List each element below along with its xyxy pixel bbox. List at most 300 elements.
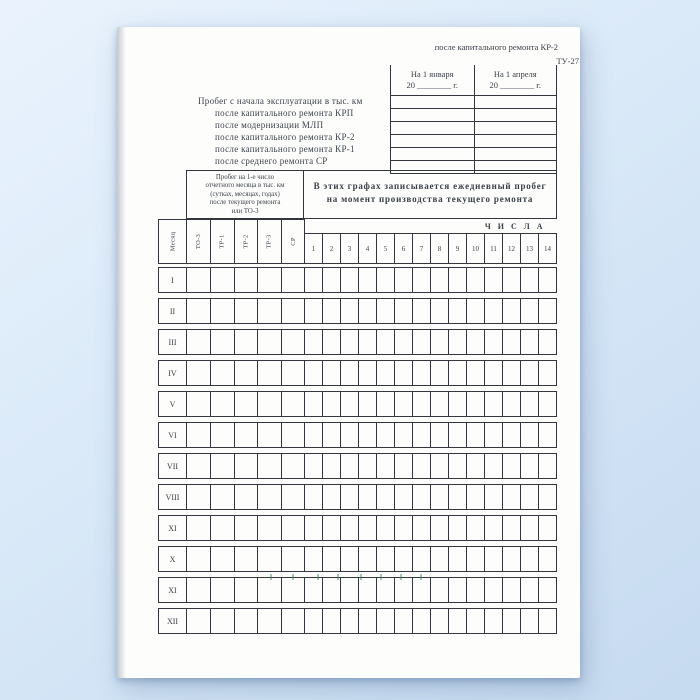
day-cell: [539, 268, 557, 292]
day-cell: [431, 547, 449, 571]
day-cell: [413, 392, 431, 416]
day-cell: [521, 299, 539, 323]
day-cell: [503, 609, 521, 633]
day-cell: [341, 423, 359, 447]
day-cell: [467, 423, 485, 447]
day-cell: [431, 392, 449, 416]
day-cell: [449, 516, 467, 540]
rotated-label: ТР-3: [265, 234, 273, 249]
day-cell: [323, 299, 341, 323]
day-cell: [323, 454, 341, 478]
repair-type-cell: [235, 454, 258, 478]
day-cell: [467, 516, 485, 540]
day-number-headers: [305, 233, 557, 264]
repair-type-cell: [187, 454, 211, 478]
daily-mileage-table: [158, 170, 557, 636]
day-cell: [305, 423, 323, 447]
day-cell: [305, 516, 323, 540]
repair-type-cell: [282, 330, 305, 354]
column-header-tr2: [235, 220, 258, 263]
day-cell: [449, 268, 467, 292]
day-cell: [341, 454, 359, 478]
day-cell: [467, 361, 485, 385]
rotated-label: ТО-3: [194, 233, 202, 250]
mileage-label: после капитального ремонта КРП: [215, 108, 354, 118]
repair-type-cell: [235, 330, 258, 354]
scan-artifact: [360, 574, 362, 580]
day-cell: [431, 330, 449, 354]
day-cell: [359, 299, 377, 323]
day-cell: [449, 485, 467, 509]
day-cell: [305, 361, 323, 385]
repair-type-cell: [187, 516, 211, 540]
rotated-label: ТР-2: [242, 234, 250, 249]
rotated-label: СР: [289, 237, 297, 246]
day-cell: [341, 299, 359, 323]
day-cell: [467, 578, 485, 602]
repair-type-cell: [211, 423, 235, 447]
mileage-labels: [198, 95, 363, 167]
day-cell: [503, 330, 521, 354]
day-cell: [377, 485, 395, 509]
repair-type-cell: [187, 392, 211, 416]
day-cell: [539, 485, 557, 509]
left-header-line: (сутках, месяцах, годах): [210, 190, 280, 198]
day-cell: [323, 361, 341, 385]
repair-type-cell: [235, 578, 258, 602]
day-number-cell: 11: [485, 234, 503, 263]
scan-artifact: [380, 574, 382, 580]
day-number-cell: 6: [395, 234, 413, 263]
repair-type-cell: [211, 268, 235, 292]
mileage-value-cell: [474, 135, 558, 147]
repair-type-cell: [211, 299, 235, 323]
table-row: [158, 546, 557, 572]
day-cell: [485, 299, 503, 323]
scan-artifact: [317, 574, 319, 580]
repair-type-cell: [258, 268, 282, 292]
mileage-value-cell: [390, 109, 474, 121]
day-cell: [467, 330, 485, 354]
day-cell: [305, 454, 323, 478]
mileage-value-row: [390, 95, 557, 108]
repair-type-cell: [235, 516, 258, 540]
day-cell: [395, 516, 413, 540]
repair-type-cell: [235, 299, 258, 323]
month-label-cell: V: [159, 392, 187, 416]
day-cell: [377, 547, 395, 571]
day-cell: [467, 609, 485, 633]
repair-type-cell: [211, 454, 235, 478]
day-cell: [431, 299, 449, 323]
day-cell: [521, 361, 539, 385]
scan-artifact: [400, 574, 402, 580]
day-cell: [413, 423, 431, 447]
day-cell: [449, 578, 467, 602]
month-label-cell: IV: [159, 361, 187, 385]
repair-type-cell: [282, 423, 305, 447]
day-cell: [323, 330, 341, 354]
day-cell: [521, 392, 539, 416]
day-cell: [377, 299, 395, 323]
repair-type-cell: [211, 485, 235, 509]
day-cell: [521, 454, 539, 478]
table-row: [158, 608, 557, 634]
mileage-value-rows: [390, 95, 557, 173]
day-number-cell: 12: [503, 234, 521, 263]
left-header-line: Пробег на 1-е число: [215, 174, 275, 181]
day-cell: [503, 485, 521, 509]
note-line: В этих графах записывается ежедневный пробег: [313, 181, 547, 191]
daily-mileage-note-cell: [304, 170, 557, 219]
column-header-tr1: [211, 220, 235, 263]
column-header-sr: [282, 220, 305, 263]
day-number-cell: 14: [539, 234, 557, 263]
day-cell: [305, 268, 323, 292]
repair-type-cell: [282, 547, 305, 571]
mileage-label: Пробег с начала эксплуатации в тыс. км: [198, 96, 363, 106]
day-cell: [359, 361, 377, 385]
day-cell: [377, 268, 395, 292]
day-cell: [485, 268, 503, 292]
day-cell: [485, 361, 503, 385]
day-cell: [485, 330, 503, 354]
repair-type-cell: [282, 361, 305, 385]
day-cell: [431, 485, 449, 509]
column-title: На 1 января: [410, 69, 454, 79]
day-cell: [431, 454, 449, 478]
day-cell: [341, 609, 359, 633]
repair-type-cell: [258, 299, 282, 323]
day-cell: [395, 609, 413, 633]
column-year-line: 20 ________ г.: [406, 80, 458, 90]
day-cell: [503, 423, 521, 447]
repair-type-cell: [187, 578, 211, 602]
left-header-line: после текущего ремонта: [209, 199, 281, 207]
repair-type-cell: [211, 609, 235, 633]
day-cell: [521, 330, 539, 354]
repair-type-cell: [187, 268, 211, 292]
day-cell: [413, 299, 431, 323]
day-cell: [305, 578, 323, 602]
day-cell: [467, 454, 485, 478]
mileage-value-row: [390, 108, 557, 121]
repair-type-cell: [235, 547, 258, 571]
day-cell: [449, 609, 467, 633]
day-number-cell: 13: [521, 234, 539, 263]
repair-type-cell: [258, 330, 282, 354]
day-cell: [539, 516, 557, 540]
rotated-label: ТР-1: [218, 234, 226, 249]
mileage-value-cell: [474, 96, 558, 108]
day-number-cell: 4: [359, 234, 377, 263]
day-cell: [377, 516, 395, 540]
day-cell: [539, 454, 557, 478]
repair-type-cell: [258, 361, 282, 385]
day-cell: [467, 485, 485, 509]
repair-type-cell: [235, 361, 258, 385]
table-row: [158, 484, 557, 510]
repair-type-cell: [282, 485, 305, 509]
repair-type-cell: [258, 609, 282, 633]
day-number-cell: 3: [341, 234, 359, 263]
day-cell: [503, 578, 521, 602]
day-cell: [377, 578, 395, 602]
day-cell: [449, 423, 467, 447]
repair-type-cell: [258, 578, 282, 602]
mileage-value-row: [390, 147, 557, 160]
table-row: [158, 577, 557, 603]
day-cell: [377, 609, 395, 633]
day-cell: [521, 268, 539, 292]
day-cell: [341, 516, 359, 540]
page-caption-repair-type: после капитального ремонта КР-2: [434, 42, 558, 52]
repair-type-cell: [235, 268, 258, 292]
day-cell: [359, 547, 377, 571]
day-cell: [449, 392, 467, 416]
day-cell: [359, 578, 377, 602]
repair-type-cell: [187, 485, 211, 509]
day-cell: [395, 547, 413, 571]
day-cell: [341, 330, 359, 354]
day-cell: [521, 547, 539, 571]
day-cell: [395, 268, 413, 292]
day-cell: [449, 547, 467, 571]
day-cell: [395, 485, 413, 509]
day-cell: [413, 485, 431, 509]
month-label-cell: XI: [159, 516, 187, 540]
day-cell: [503, 454, 521, 478]
month-rows: [158, 267, 557, 639]
month-label-cell: VI: [159, 423, 187, 447]
day-cell: [413, 330, 431, 354]
mileage-value-cell: [390, 96, 474, 108]
mileage-value-cell: [390, 135, 474, 147]
day-cell: [359, 485, 377, 509]
column-header-month: [159, 220, 187, 263]
mileage-label: после модернизации МЛП: [215, 120, 324, 130]
repair-type-cell: [235, 609, 258, 633]
day-cell: [341, 547, 359, 571]
day-cell: [359, 268, 377, 292]
day-cell: [359, 330, 377, 354]
table-row: [158, 515, 557, 541]
left-header-cell: [186, 170, 304, 219]
day-cell: [503, 299, 521, 323]
day-cell: [539, 299, 557, 323]
repair-type-cell: [235, 392, 258, 416]
scanned-form-page: [117, 27, 580, 678]
scan-artifact: [270, 574, 272, 580]
repair-type-cell: [258, 423, 282, 447]
form-code: ТУ-27: [556, 56, 579, 66]
day-cell: [449, 330, 467, 354]
day-cell: [467, 392, 485, 416]
day-cell: [359, 609, 377, 633]
day-number-cell: 10: [467, 234, 485, 263]
day-cell: [467, 547, 485, 571]
day-cell: [485, 392, 503, 416]
mileage-value-cell: [390, 148, 474, 160]
left-header-line: отчетного месяца в тыс. км: [205, 182, 285, 190]
day-cell: [395, 423, 413, 447]
repair-type-cell: [282, 578, 305, 602]
day-cell: [341, 268, 359, 292]
column-year-line: 20 ________ г.: [489, 80, 541, 90]
day-cell: [485, 485, 503, 509]
day-cell: [503, 547, 521, 571]
day-cell: [467, 299, 485, 323]
day-cell: [413, 361, 431, 385]
mileage-label: после капитального ремонта КР-1: [215, 144, 355, 154]
day-cell: [341, 578, 359, 602]
day-cell: [305, 547, 323, 571]
day-cell: [431, 361, 449, 385]
day-cell: [305, 330, 323, 354]
day-cell: [539, 330, 557, 354]
days-caption: Ч И С Л А: [484, 222, 545, 231]
repair-type-cell: [187, 361, 211, 385]
mileage-value-row: [390, 121, 557, 134]
day-cell: [395, 392, 413, 416]
repair-type-cell: [187, 299, 211, 323]
repair-type-cell: [211, 547, 235, 571]
day-cell: [323, 392, 341, 416]
day-cell: [485, 423, 503, 447]
repair-type-cell: [282, 392, 305, 416]
day-cell: [485, 578, 503, 602]
day-cell: [323, 578, 341, 602]
mileage-label: после среднего ремонта СР: [215, 156, 328, 166]
day-number-cell: 2: [323, 234, 341, 263]
day-cell: [485, 454, 503, 478]
scan-artifact: [420, 574, 422, 580]
day-cell: [539, 392, 557, 416]
day-cell: [521, 609, 539, 633]
day-cell: [539, 547, 557, 571]
table-row: [158, 360, 557, 386]
month-label-cell: VIII: [159, 485, 187, 509]
day-cell: [305, 392, 323, 416]
repair-type-cell: [282, 454, 305, 478]
day-cell: [395, 454, 413, 478]
mileage-value-cell: [474, 148, 558, 160]
day-cell: [323, 516, 341, 540]
day-cell: [539, 423, 557, 447]
day-cell: [431, 609, 449, 633]
repair-type-cell: [211, 361, 235, 385]
repair-type-cell: [258, 485, 282, 509]
column-header-january: [390, 65, 474, 95]
day-cell: [359, 454, 377, 478]
day-cell: [377, 392, 395, 416]
repair-type-cell: [258, 516, 282, 540]
day-number-cell: 7: [413, 234, 431, 263]
day-cell: [305, 609, 323, 633]
month-label-cell: VII: [159, 454, 187, 478]
table-row: [158, 453, 557, 479]
day-cell: [503, 268, 521, 292]
rotated-label: Месяц: [168, 231, 176, 252]
day-cell: [359, 392, 377, 416]
repair-type-cell: [258, 392, 282, 416]
repair-type-cell: [282, 609, 305, 633]
column-header-april: [474, 65, 558, 95]
day-cell: [341, 392, 359, 416]
day-number-cell: 5: [377, 234, 395, 263]
day-cell: [395, 299, 413, 323]
day-cell: [395, 361, 413, 385]
day-cell: [305, 485, 323, 509]
note-line: на момент производства текущего ремонта: [326, 194, 534, 204]
day-cell: [377, 454, 395, 478]
day-cell: [431, 423, 449, 447]
day-cell: [323, 268, 341, 292]
mileage-value-cell: [390, 122, 474, 134]
day-cell: [449, 361, 467, 385]
column-header-tr3: [258, 220, 282, 263]
repair-type-cell: [258, 547, 282, 571]
month-label-cell: III: [159, 330, 187, 354]
table-row: [158, 298, 557, 324]
day-cell: [485, 609, 503, 633]
month-label-cell: XI: [159, 578, 187, 602]
day-cell: [323, 609, 341, 633]
day-cell: [503, 361, 521, 385]
day-cell: [431, 268, 449, 292]
repair-type-cell: [235, 423, 258, 447]
repair-type-cell: [282, 299, 305, 323]
repair-type-cell: [211, 330, 235, 354]
day-cell: [395, 578, 413, 602]
day-cell: [305, 299, 323, 323]
day-cell: [413, 268, 431, 292]
repair-type-cell: [187, 423, 211, 447]
repair-type-cell: [211, 392, 235, 416]
month-label-cell: II: [159, 299, 187, 323]
month-label-cell: I: [159, 268, 187, 292]
month-label-cell: XII: [159, 609, 187, 633]
day-number-cell: 8: [431, 234, 449, 263]
month-label-cell: X: [159, 547, 187, 571]
day-cell: [521, 423, 539, 447]
day-cell: [341, 361, 359, 385]
day-cell: [323, 423, 341, 447]
column-header-to3: [187, 220, 211, 263]
day-cell: [377, 423, 395, 447]
day-cell: [485, 516, 503, 540]
day-cell: [503, 516, 521, 540]
day-cell: [359, 423, 377, 447]
day-cell: [521, 516, 539, 540]
day-cell: [341, 485, 359, 509]
scan-artifact: [292, 574, 294, 580]
day-cell: [377, 330, 395, 354]
day-cell: [413, 578, 431, 602]
day-cell: [323, 485, 341, 509]
repair-type-cell: [187, 609, 211, 633]
day-number-cell: 9: [449, 234, 467, 263]
left-header-line: или ТО-3: [231, 207, 259, 215]
repair-type-cell: [235, 485, 258, 509]
day-cell: [413, 547, 431, 571]
day-cell: [539, 361, 557, 385]
day-cell: [359, 516, 377, 540]
day-cell: [431, 516, 449, 540]
day-cell: [413, 609, 431, 633]
repair-type-cell: [282, 516, 305, 540]
day-cell: [395, 330, 413, 354]
